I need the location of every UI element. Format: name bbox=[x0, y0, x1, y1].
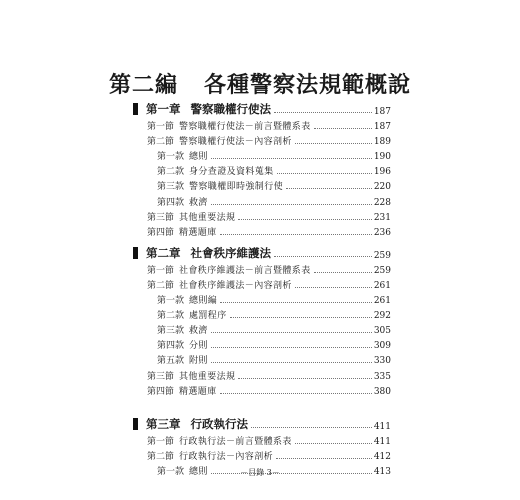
dot-leader bbox=[230, 317, 372, 318]
toc-entry[interactable] bbox=[133, 223, 391, 238]
toc-entry[interactable] bbox=[133, 162, 391, 177]
entry-title: 總則 bbox=[189, 466, 208, 477]
entry-title: 其他重要法規 bbox=[179, 212, 236, 223]
entry-number: 第四節 bbox=[147, 227, 175, 238]
dot-leader bbox=[295, 287, 372, 288]
page-number: 190 bbox=[373, 152, 391, 163]
page-number: 187 bbox=[373, 122, 391, 133]
chapter-heading[interactable] bbox=[133, 415, 391, 432]
page-number: 305 bbox=[373, 326, 391, 337]
dot-leader bbox=[211, 362, 372, 363]
page-number: 411 bbox=[373, 421, 391, 432]
entry-title: 精選題庫 bbox=[179, 227, 217, 238]
entry-number: 第三款 bbox=[157, 182, 185, 193]
dot-leader bbox=[251, 427, 372, 428]
entry-number: 第一節 bbox=[147, 265, 175, 276]
entry-title: 總則 bbox=[189, 152, 208, 163]
entry-title: 身分查證及資料蒐集 bbox=[189, 167, 274, 178]
entry-title: 救濟 bbox=[189, 197, 208, 208]
toc-entry[interactable] bbox=[133, 117, 391, 132]
entry-number: 第二款 bbox=[157, 167, 185, 178]
toc-entry[interactable] bbox=[133, 132, 391, 147]
chapter-marker bbox=[133, 247, 138, 259]
entry-title: 精選題庫 bbox=[179, 386, 217, 397]
toc-entry[interactable] bbox=[133, 447, 391, 462]
chapter-title: 警察職權行使法 bbox=[190, 102, 271, 116]
dot-leader bbox=[211, 332, 372, 333]
dot-leader bbox=[277, 173, 372, 174]
page-number: 236 bbox=[373, 227, 391, 238]
entry-number: 第四節 bbox=[147, 386, 175, 397]
page-number: 189 bbox=[373, 137, 391, 148]
entry-title: 警察職權行使法－內容剖析 bbox=[179, 137, 292, 148]
toc-entry[interactable] bbox=[133, 306, 391, 321]
chapter-heading[interactable] bbox=[133, 100, 391, 117]
toc-entry[interactable] bbox=[133, 321, 391, 336]
entry-title: 附則 bbox=[189, 356, 208, 367]
dot-leader bbox=[295, 143, 372, 144]
dot-leader bbox=[238, 378, 371, 379]
toc-entry[interactable] bbox=[133, 147, 391, 162]
dot-leader bbox=[295, 443, 372, 444]
dot-leader bbox=[286, 188, 372, 189]
dot-leader bbox=[314, 128, 372, 129]
dot-leader bbox=[211, 204, 372, 205]
toc-entry[interactable] bbox=[133, 261, 391, 276]
page-number: 231 bbox=[373, 212, 391, 223]
entry-number: 第一節 bbox=[147, 436, 175, 447]
entry-title: 其他重要法規 bbox=[179, 371, 236, 382]
page-number: 259 bbox=[373, 265, 391, 276]
dot-leader bbox=[314, 272, 372, 273]
chapter-number: 第一章 bbox=[146, 102, 181, 116]
entry-title: 警察職權行使法－前言暨體系表 bbox=[179, 122, 311, 133]
entry-number: 第一款 bbox=[157, 152, 185, 163]
toc-entry[interactable] bbox=[133, 351, 391, 366]
dot-leader bbox=[220, 302, 372, 303]
toc-entry[interactable] bbox=[133, 276, 391, 291]
page-number: 335 bbox=[373, 371, 391, 382]
page-number: 187 bbox=[373, 107, 391, 117]
page-number: 292 bbox=[373, 311, 391, 322]
entry-number: 第三節 bbox=[147, 371, 175, 382]
toc-entry[interactable] bbox=[133, 382, 391, 397]
page-number: 196 bbox=[373, 167, 391, 178]
page-footer: －目錄 3－ bbox=[240, 468, 280, 477]
entry-title: 分則 bbox=[189, 341, 208, 352]
chapter-title: 社會秩序維護法 bbox=[190, 245, 271, 260]
chapter-heading[interactable] bbox=[133, 244, 391, 261]
part-name: 各種警察法規範概說 bbox=[204, 72, 412, 98]
toc-entry[interactable] bbox=[133, 291, 391, 306]
dot-leader bbox=[211, 347, 372, 348]
dot-leader bbox=[220, 393, 372, 394]
toc-entry[interactable] bbox=[133, 432, 391, 447]
entry-number: 第四款 bbox=[157, 197, 185, 208]
page-number: 412 bbox=[373, 451, 391, 462]
entry-title: 行政執行法－內容剖析 bbox=[179, 451, 274, 462]
page-number: 309 bbox=[373, 341, 391, 352]
entry-title: 處罰程序 bbox=[189, 311, 227, 322]
entry-number: 第二節 bbox=[147, 451, 175, 462]
dot-leader bbox=[276, 458, 372, 459]
entry-number: 第三節 bbox=[147, 212, 175, 223]
page-number: 261 bbox=[373, 296, 391, 307]
part-title bbox=[0, 68, 520, 99]
page-number: 261 bbox=[373, 280, 391, 291]
page-number: 411 bbox=[373, 436, 391, 447]
part-number: 第二編 bbox=[108, 72, 178, 98]
toc-entry[interactable] bbox=[133, 366, 391, 381]
entry-number: 第一節 bbox=[147, 122, 175, 133]
entry-title: 社會秩序維護法－前言暨體系表 bbox=[179, 265, 311, 276]
chapter-marker bbox=[133, 103, 138, 115]
chapter-title: 行政執行法 bbox=[190, 416, 248, 431]
entry-number: 第二節 bbox=[147, 137, 175, 148]
entry-number: 第五款 bbox=[157, 356, 185, 367]
dot-leader bbox=[211, 158, 372, 159]
entry-number: 第三款 bbox=[157, 326, 185, 337]
page-number: 259 bbox=[373, 250, 391, 261]
entry-title: 救濟 bbox=[189, 326, 208, 337]
entry-number: 第二節 bbox=[147, 280, 175, 291]
page-number: 413 bbox=[373, 466, 391, 477]
dot-leader bbox=[220, 234, 372, 235]
entry-title: 社會秩序維護法－內容剖析 bbox=[179, 280, 292, 291]
chapter-number: 第二章 bbox=[146, 245, 181, 260]
table-of-contents bbox=[133, 100, 391, 477]
entry-title: 總則編 bbox=[189, 296, 218, 307]
entry-number: 第四款 bbox=[157, 341, 185, 352]
entry-title: 行政執行法－前言暨體系表 bbox=[179, 436, 292, 447]
page-number: 380 bbox=[373, 386, 391, 397]
chapter-number: 第三章 bbox=[146, 416, 181, 431]
toc-entry[interactable] bbox=[133, 177, 391, 192]
page-number: 220 bbox=[373, 182, 391, 193]
entry-number: 第一款 bbox=[157, 296, 185, 307]
entry-title: 警察職權即時強制行使 bbox=[189, 182, 284, 193]
chapter-marker bbox=[133, 418, 138, 430]
toc-entry[interactable] bbox=[133, 336, 391, 351]
toc-entry[interactable] bbox=[133, 208, 391, 223]
toc-entry[interactable] bbox=[133, 192, 391, 207]
entry-number: 第二款 bbox=[157, 311, 185, 322]
page-number: 228 bbox=[373, 197, 391, 208]
dot-leader bbox=[274, 112, 372, 113]
dot-leader bbox=[238, 219, 371, 220]
entry-number: 第一款 bbox=[157, 466, 185, 477]
dot-leader bbox=[274, 256, 372, 257]
page-number: 330 bbox=[373, 356, 391, 367]
